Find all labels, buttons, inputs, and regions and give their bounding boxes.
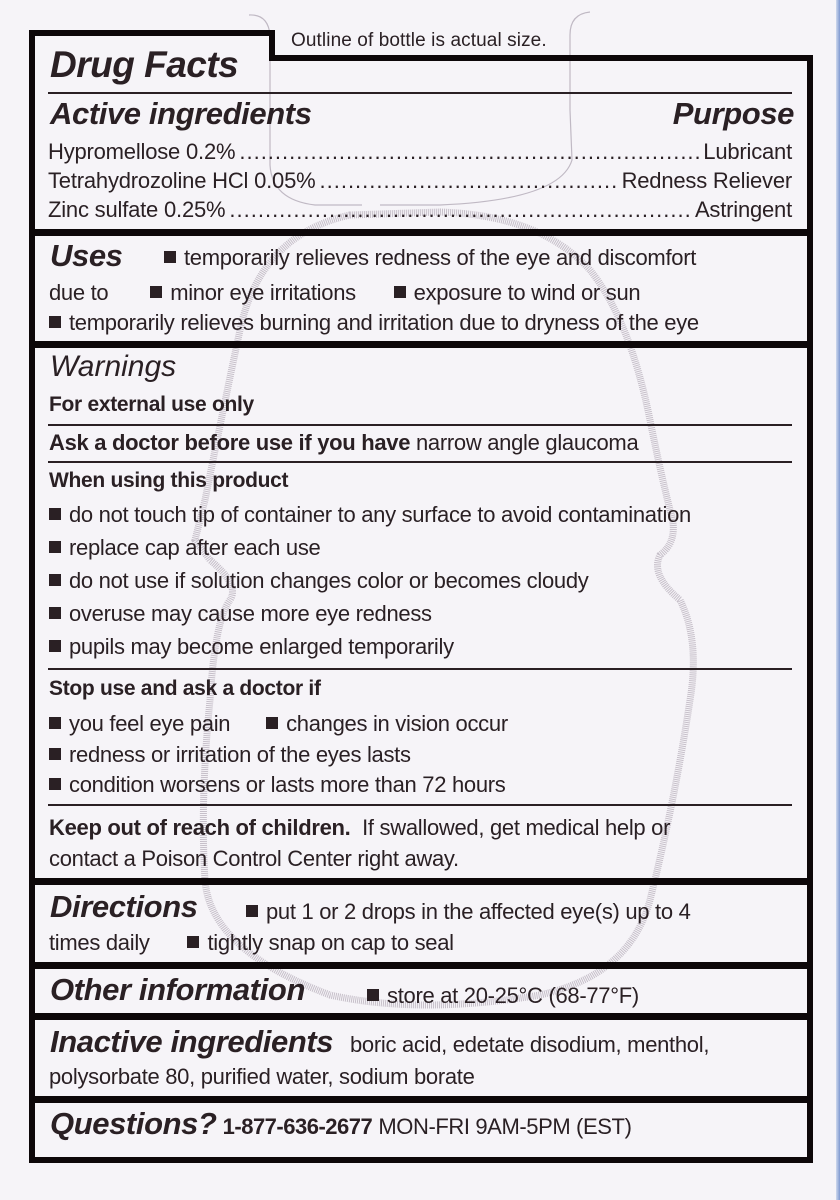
when-using-item: do not touch tip of container to any surface to avoid contamination — [49, 502, 691, 528]
section-divider — [29, 878, 813, 885]
bullet-icon — [49, 508, 61, 520]
bullet-icon — [49, 316, 61, 328]
ingredient-row — [48, 139, 792, 165]
uses-item: temporarily relieves redness of the eye and discomfort — [164, 245, 696, 271]
leader-dots — [239, 139, 699, 165]
questions-line — [50, 1106, 632, 1142]
frame-border — [269, 55, 813, 61]
purpose-heading: Purpose — [672, 96, 794, 131]
inactive-ingredients-heading: Inactive ingredients — [50, 1024, 334, 1059]
bullet-icon — [150, 286, 162, 298]
bullet-icon — [49, 574, 61, 586]
subsection-divider — [48, 804, 792, 806]
subsection-divider — [48, 668, 792, 670]
other-information-item: store at 20-25°C (68-77°F) — [367, 983, 639, 1009]
when-using-item: pupils may become enlarged temporarily — [49, 634, 454, 660]
frame-border — [29, 1157, 813, 1163]
bullet-icon — [394, 286, 406, 298]
when-using-item: overuse may cause more eye redness — [49, 601, 432, 627]
ask-doctor-line: Ask a doctor before use if you have narrow angle glaucoma — [49, 430, 639, 455]
bullet-icon — [164, 251, 176, 263]
bullet-icon — [49, 640, 61, 652]
outline-note: Outline of bottle is actual size. — [291, 30, 547, 51]
stop-use-heading: Stop use and ask a doctor if — [49, 677, 321, 700]
directions-heading: Directions — [50, 889, 198, 924]
section-divider — [29, 229, 813, 236]
inactive-ingredients-line: boric acid, edetate disodium, menthol, — [350, 1032, 710, 1057]
section-divider — [29, 1013, 813, 1020]
title-divider — [48, 92, 792, 94]
external-use-text: For external use only — [49, 393, 254, 416]
bullet-icon — [49, 607, 61, 619]
section-divider — [29, 962, 813, 969]
ingredient-row — [48, 168, 792, 194]
stop-use-item: redness or irritation of the eyes lasts — [49, 742, 411, 768]
bullet-icon — [49, 717, 61, 729]
when-using-item: do not use if solution changes color or becomes cloudy — [49, 568, 588, 594]
ingredient-name: Hypromellose 0.2% — [48, 139, 236, 164]
bullet-icon — [367, 989, 379, 1001]
bullet-icon — [49, 748, 61, 760]
ingredient-row — [48, 197, 792, 223]
ingredient-purpose: Redness Reliever — [621, 168, 792, 193]
ingredient-name: Zinc sulfate 0.25% — [48, 197, 226, 222]
frame-border — [29, 30, 275, 36]
when-using-item: replace cap after each use — [49, 535, 320, 561]
when-using-heading: When using this product — [49, 469, 289, 492]
bullet-icon — [246, 905, 258, 917]
section-divider — [29, 1096, 813, 1103]
uses-item: temporarily relieves burning and irritation due to dryness of the eye — [49, 310, 699, 336]
bullet-icon — [49, 541, 61, 553]
leader-dots — [229, 197, 691, 223]
inactive-ingredients-line-2: polysorbate 80, purified water, sodium borate — [49, 1064, 475, 1089]
page-title: Drug Facts — [50, 44, 239, 85]
keep-out-line-2: contact a Poison Control Center right away. — [49, 846, 459, 871]
keep-out-line: Keep out of reach of children. If swallowed, get medical help or — [49, 815, 671, 840]
ingredient-purpose: Lubricant — [703, 139, 792, 164]
questions-heading: Questions? — [50, 1106, 217, 1141]
ingredient-name: Tetrahydrozoline HCl 0.05% — [48, 168, 316, 193]
bullet-icon — [49, 778, 61, 790]
warnings-heading: Warnings — [50, 350, 177, 383]
uses-heading: Uses — [50, 238, 123, 273]
frame-border — [807, 55, 813, 1163]
uses-line: due to minor eye irritations exposure to wind or sun — [49, 280, 641, 305]
frame-border — [29, 30, 35, 1163]
subsection-divider — [48, 461, 792, 463]
phone-number[interactable]: 1-877-636-2677 — [222, 1114, 373, 1139]
stop-use-item: condition worsens or lasts more than 72 hours — [49, 772, 506, 798]
directions-line: times daily tightly snap on cap to seal — [49, 930, 454, 955]
hours-text: MON-FRI 9AM-5PM (EST) — [378, 1114, 632, 1139]
ingredient-purpose: Astringent — [694, 197, 792, 222]
leader-dots — [320, 168, 618, 194]
other-information-heading: Other information — [50, 972, 305, 1007]
section-divider — [29, 341, 813, 348]
active-ingredients-heading: Active ingredients — [50, 96, 312, 131]
directions-item: put 1 or 2 drops in the affected eye(s) up to 4 — [246, 899, 691, 925]
stop-use-row: you feel eye pain changes in vision occur — [49, 711, 508, 737]
package-edge — [836, 0, 840, 1200]
bullet-icon — [266, 717, 278, 729]
bullet-icon — [187, 936, 199, 948]
subsection-divider — [48, 424, 792, 426]
